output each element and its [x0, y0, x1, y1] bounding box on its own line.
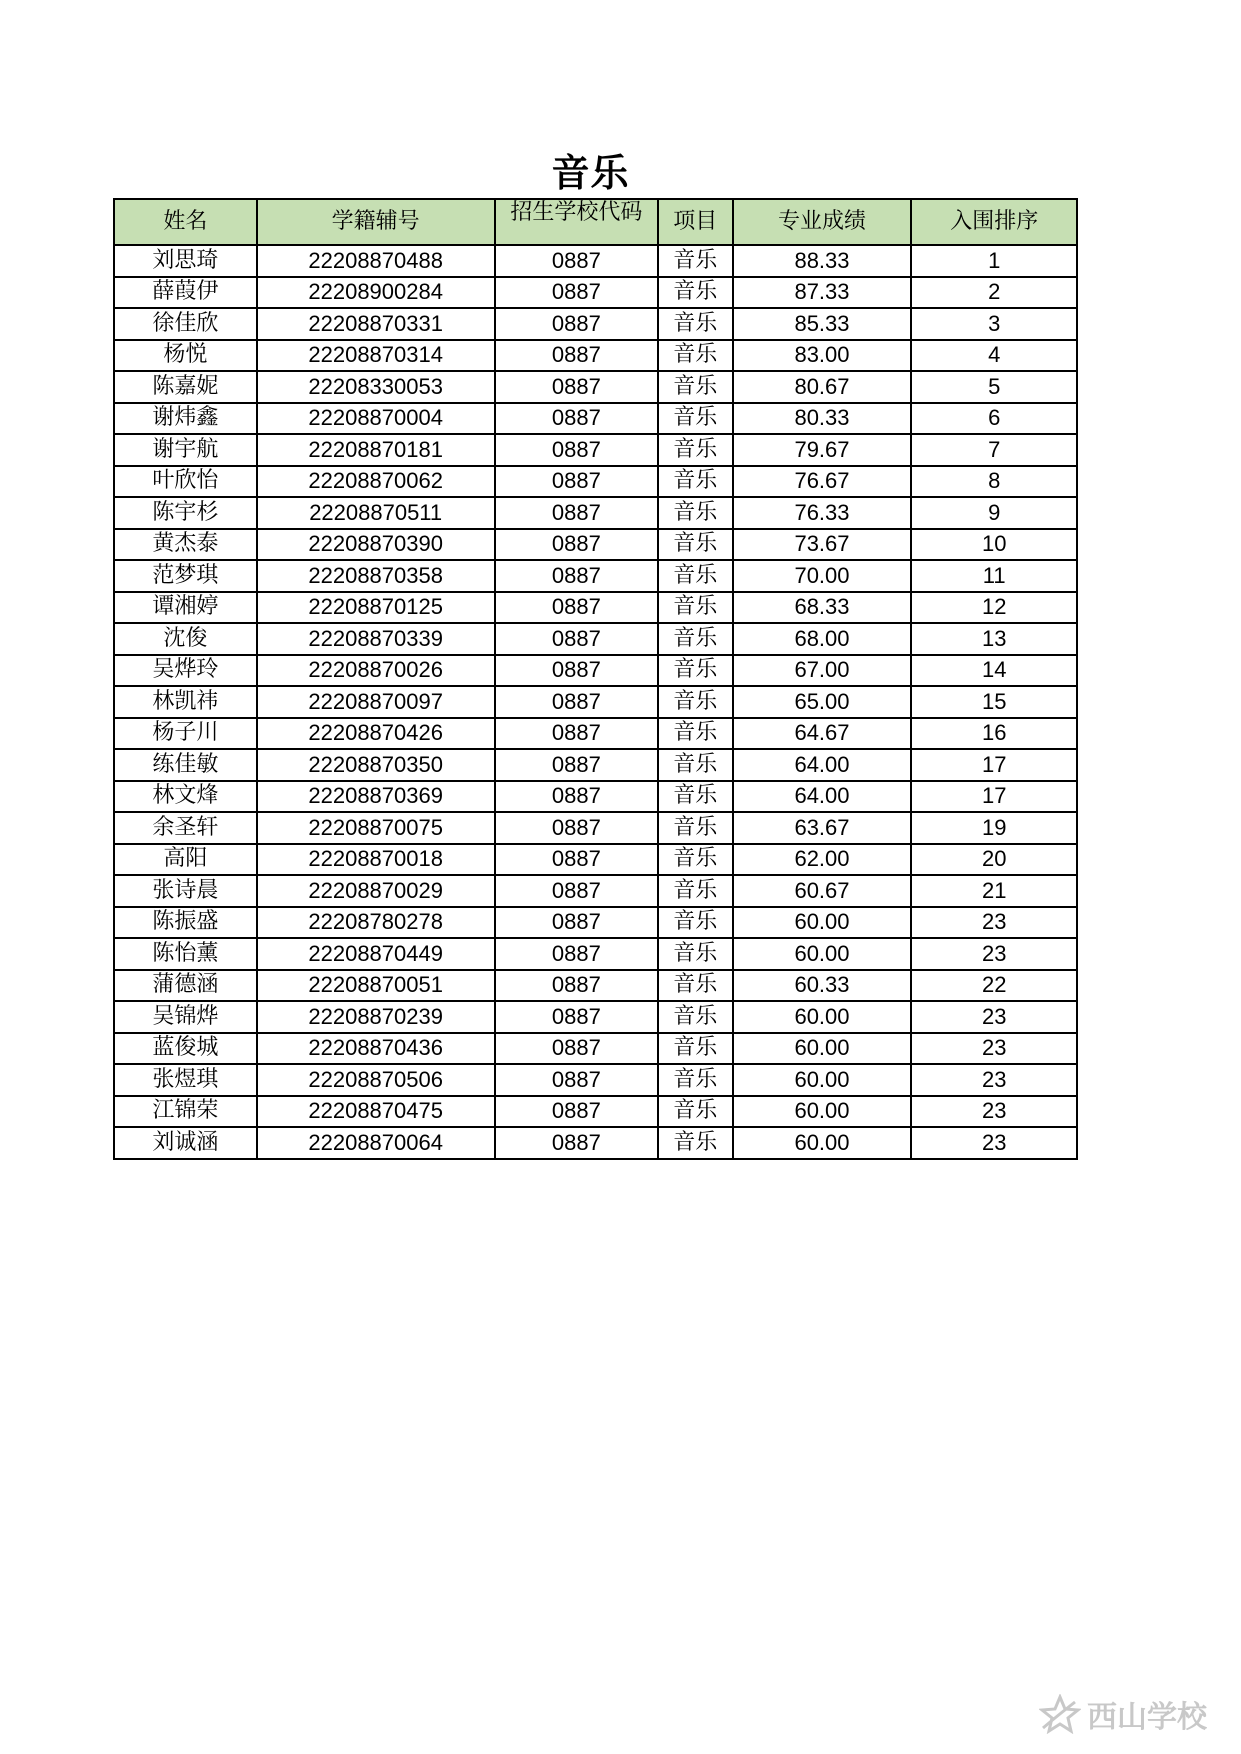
cell-score: 68.33: [733, 592, 912, 624]
score-table: [113, 198, 1078, 1160]
cell-student-id: 22208780278: [257, 907, 495, 939]
table-body: [114, 245, 1077, 1159]
cell-name: 张诗晨: [114, 875, 257, 907]
cell-project: 音乐: [658, 308, 732, 340]
table-row: [114, 340, 1077, 372]
cell-score: 64.00: [733, 749, 912, 781]
cell-school-code: 0887: [495, 497, 658, 529]
cell-student-id: 22208870358: [257, 560, 495, 592]
cell-rank: 12: [911, 592, 1077, 624]
cell-name: 高阳: [114, 844, 257, 876]
table-row: [114, 844, 1077, 876]
cell-student-id: 22208870475: [257, 1096, 495, 1128]
table-header: [114, 199, 1077, 245]
cell-student-id: 22208870062: [257, 466, 495, 498]
cell-rank: 17: [911, 749, 1077, 781]
cell-school-code: 0887: [495, 245, 658, 277]
cell-rank: 19: [911, 812, 1077, 844]
column-header-score: 专业成绩: [733, 199, 912, 245]
cell-student-id: 22208870369: [257, 781, 495, 813]
cell-project: 音乐: [658, 686, 732, 718]
cell-name: 刘思琦: [114, 245, 257, 277]
cell-student-id: 22208870314: [257, 340, 495, 372]
cell-project: 音乐: [658, 466, 732, 498]
cell-rank: 7: [911, 434, 1077, 466]
cell-school-code: 0887: [495, 434, 658, 466]
table-row: [114, 560, 1077, 592]
cell-school-code: 0887: [495, 686, 658, 718]
cell-project: 音乐: [658, 434, 732, 466]
cell-score: 65.00: [733, 686, 912, 718]
cell-student-id: 22208870026: [257, 655, 495, 687]
cell-score: 83.00: [733, 340, 912, 372]
cell-school-code: 0887: [495, 970, 658, 1002]
table-row: [114, 938, 1077, 970]
cell-project: 音乐: [658, 1033, 732, 1065]
cell-score: 76.67: [733, 466, 912, 498]
cell-student-id: 22208870239: [257, 1001, 495, 1033]
cell-rank: 4: [911, 340, 1077, 372]
cell-name: 杨子川: [114, 718, 257, 750]
table-row: [114, 749, 1077, 781]
cell-rank: 15: [911, 686, 1077, 718]
cell-score: 62.00: [733, 844, 912, 876]
cell-rank: 23: [911, 1096, 1077, 1128]
cell-school-code: 0887: [495, 529, 658, 561]
cell-name: 练佳敏: [114, 749, 257, 781]
cell-score: 60.67: [733, 875, 912, 907]
cell-student-id: 22208330053: [257, 371, 495, 403]
cell-project: 音乐: [658, 1001, 732, 1033]
cell-rank: 23: [911, 1127, 1077, 1159]
cell-student-id: 22208870004: [257, 403, 495, 435]
cell-school-code: 0887: [495, 875, 658, 907]
cell-rank: 23: [911, 1064, 1077, 1096]
cell-name: 林文烽: [114, 781, 257, 813]
table-row: [114, 1001, 1077, 1033]
cell-student-id: 22208870488: [257, 245, 495, 277]
cell-project: 音乐: [658, 245, 732, 277]
table-row: [114, 1033, 1077, 1065]
cell-school-code: 0887: [495, 1001, 658, 1033]
cell-rank: 9: [911, 497, 1077, 529]
cell-name: 徐佳欣: [114, 308, 257, 340]
cell-student-id: 22208870506: [257, 1064, 495, 1096]
table-row: [114, 781, 1077, 813]
cell-school-code: 0887: [495, 844, 658, 876]
cell-student-id: 22208870339: [257, 623, 495, 655]
cell-project: 音乐: [658, 970, 732, 1002]
cell-name: 范梦琪: [114, 560, 257, 592]
cell-school-code: 0887: [495, 781, 658, 813]
cell-rank: 23: [911, 1001, 1077, 1033]
cell-rank: 6: [911, 403, 1077, 435]
cell-name: 谢宇航: [114, 434, 257, 466]
cell-student-id: 22208870426: [257, 718, 495, 750]
table-row: [114, 371, 1077, 403]
cell-rank: 1: [911, 245, 1077, 277]
table-row: [114, 403, 1077, 435]
cell-student-id: 22208870449: [257, 938, 495, 970]
cell-school-code: 0887: [495, 403, 658, 435]
cell-name: 刘诚涵: [114, 1127, 257, 1159]
cell-name: 吴锦烨: [114, 1001, 257, 1033]
table-row: [114, 623, 1077, 655]
cell-score: 76.33: [733, 497, 912, 529]
cell-project: 音乐: [658, 277, 732, 309]
cell-school-code: 0887: [495, 749, 658, 781]
cell-student-id: 22208870436: [257, 1033, 495, 1065]
cell-rank: 8: [911, 466, 1077, 498]
cell-school-code: 0887: [495, 1064, 658, 1096]
table-row: [114, 655, 1077, 687]
table-row: [114, 466, 1077, 498]
cell-school-code: 0887: [495, 308, 658, 340]
table-row: [114, 1064, 1077, 1096]
cell-name: 陈振盛: [114, 907, 257, 939]
cell-score: 64.00: [733, 781, 912, 813]
cell-score: 73.67: [733, 529, 912, 561]
school-watermark: [1039, 1692, 1207, 1736]
cell-project: 音乐: [658, 623, 732, 655]
cell-student-id: 22208870029: [257, 875, 495, 907]
cell-project: 音乐: [658, 403, 732, 435]
cell-school-code: 0887: [495, 592, 658, 624]
cell-score: 68.00: [733, 623, 912, 655]
cell-project: 音乐: [658, 560, 732, 592]
cell-rank: 23: [911, 907, 1077, 939]
table-row: [114, 277, 1077, 309]
cell-score: 60.00: [733, 938, 912, 970]
cell-name: 陈嘉妮: [114, 371, 257, 403]
cell-name: 余圣轩: [114, 812, 257, 844]
cell-school-code: 0887: [495, 655, 658, 687]
table-row: [114, 907, 1077, 939]
cell-rank: 10: [911, 529, 1077, 561]
cell-student-id: 22208870051: [257, 970, 495, 1002]
cell-score: 60.33: [733, 970, 912, 1002]
cell-name: 张煜琪: [114, 1064, 257, 1096]
cell-school-code: 0887: [495, 466, 658, 498]
cell-score: 88.33: [733, 245, 912, 277]
cell-project: 音乐: [658, 529, 732, 561]
cell-project: 音乐: [658, 1096, 732, 1128]
cell-student-id: 22208870097: [257, 686, 495, 718]
table-row: [114, 686, 1077, 718]
cell-score: 60.00: [733, 1033, 912, 1065]
cell-school-code: 0887: [495, 560, 658, 592]
cell-project: 音乐: [658, 907, 732, 939]
table-row: [114, 497, 1077, 529]
cell-name: 杨悦: [114, 340, 257, 372]
table-row: [114, 245, 1077, 277]
cell-score: 85.33: [733, 308, 912, 340]
cell-school-code: 0887: [495, 907, 658, 939]
cell-rank: 22: [911, 970, 1077, 1002]
cell-score: 80.33: [733, 403, 912, 435]
cell-name: 谢炜鑫: [114, 403, 257, 435]
cell-student-id: 22208870075: [257, 812, 495, 844]
cell-name: 薛葭伊: [114, 277, 257, 309]
column-header-rank: 入围排序: [911, 199, 1077, 245]
cell-rank: 23: [911, 938, 1077, 970]
cell-project: 音乐: [658, 592, 732, 624]
cell-project: 音乐: [658, 718, 732, 750]
cell-project: 音乐: [658, 938, 732, 970]
cell-school-code: 0887: [495, 1096, 658, 1128]
cell-name: 沈俊: [114, 623, 257, 655]
table-row: [114, 812, 1077, 844]
cell-score: 60.00: [733, 1064, 912, 1096]
cell-score: 67.00: [733, 655, 912, 687]
table-row: [114, 308, 1077, 340]
column-header-project: 项目: [658, 199, 732, 245]
cell-school-code: 0887: [495, 812, 658, 844]
cell-school-code: 0887: [495, 623, 658, 655]
cell-school-code: 0887: [495, 277, 658, 309]
cell-score: 63.67: [733, 812, 912, 844]
table-row: [114, 434, 1077, 466]
cell-rank: 3: [911, 308, 1077, 340]
cell-student-id: 22208870390: [257, 529, 495, 561]
star-logo-icon: [1039, 1694, 1081, 1734]
cell-project: 音乐: [658, 1127, 732, 1159]
cell-name: 江锦荣: [114, 1096, 257, 1128]
table-row: [114, 718, 1077, 750]
table-row: [114, 970, 1077, 1002]
cell-score: 60.00: [733, 1001, 912, 1033]
table-row: [114, 529, 1077, 561]
cell-score: 70.00: [733, 560, 912, 592]
cell-school-code: 0887: [495, 938, 658, 970]
cell-project: 音乐: [658, 497, 732, 529]
cell-school-code: 0887: [495, 340, 658, 372]
cell-project: 音乐: [658, 655, 732, 687]
cell-student-id: 22208870350: [257, 749, 495, 781]
column-header-name: 姓名: [114, 199, 257, 245]
cell-name: 蓝俊城: [114, 1033, 257, 1065]
cell-score: 87.33: [733, 277, 912, 309]
cell-student-id: 22208870331: [257, 308, 495, 340]
cell-school-code: 0887: [495, 718, 658, 750]
table-row: [114, 1127, 1077, 1159]
cell-rank: 23: [911, 1033, 1077, 1065]
table-row: [114, 875, 1077, 907]
column-header-student-id: 学籍辅号: [257, 199, 495, 245]
cell-rank: 11: [911, 560, 1077, 592]
header-row: [114, 199, 1077, 245]
cell-project: 音乐: [658, 371, 732, 403]
cell-student-id: 22208900284: [257, 277, 495, 309]
cell-student-id: 22208870181: [257, 434, 495, 466]
cell-name: 谭湘婷: [114, 592, 257, 624]
cell-project: 音乐: [658, 340, 732, 372]
watermark-text: 西山学校: [1087, 1700, 1207, 1735]
cell-name: 林凯祎: [114, 686, 257, 718]
cell-student-id: 22208870064: [257, 1127, 495, 1159]
cell-school-code: 0887: [495, 1033, 658, 1065]
cell-score: 79.67: [733, 434, 912, 466]
cell-name: 黄杰泰: [114, 529, 257, 561]
page-title: 音乐: [551, 151, 630, 195]
cell-rank: 2: [911, 277, 1077, 309]
cell-score: 60.00: [733, 907, 912, 939]
cell-score: 60.00: [733, 1096, 912, 1128]
cell-name: 陈宇杉: [114, 497, 257, 529]
cell-student-id: 22208870125: [257, 592, 495, 624]
cell-name: 叶欣怡: [114, 466, 257, 498]
cell-score: 64.67: [733, 718, 912, 750]
cell-project: 音乐: [658, 781, 732, 813]
cell-rank: 14: [911, 655, 1077, 687]
cell-name: 陈怡薰: [114, 938, 257, 970]
cell-school-code: 0887: [495, 371, 658, 403]
cell-score: 80.67: [733, 371, 912, 403]
table-row: [114, 592, 1077, 624]
cell-rank: 13: [911, 623, 1077, 655]
table-row: [114, 1096, 1077, 1128]
cell-score: 60.00: [733, 1127, 912, 1159]
cell-rank: 16: [911, 718, 1077, 750]
cell-student-id: 22208870018: [257, 844, 495, 876]
cell-project: 音乐: [658, 749, 732, 781]
column-header-school-code: 招生学校代码: [495, 199, 658, 245]
cell-student-id: 22208870511: [257, 497, 495, 529]
cell-rank: 17: [911, 781, 1077, 813]
cell-name: 蒲德涵: [114, 970, 257, 1002]
cell-project: 音乐: [658, 812, 732, 844]
cell-project: 音乐: [658, 1064, 732, 1096]
cell-rank: 21: [911, 875, 1077, 907]
cell-rank: 20: [911, 844, 1077, 876]
cell-name: 吴烨玲: [114, 655, 257, 687]
cell-project: 音乐: [658, 875, 732, 907]
cell-project: 音乐: [658, 844, 732, 876]
cell-school-code: 0887: [495, 1127, 658, 1159]
cell-rank: 5: [911, 371, 1077, 403]
